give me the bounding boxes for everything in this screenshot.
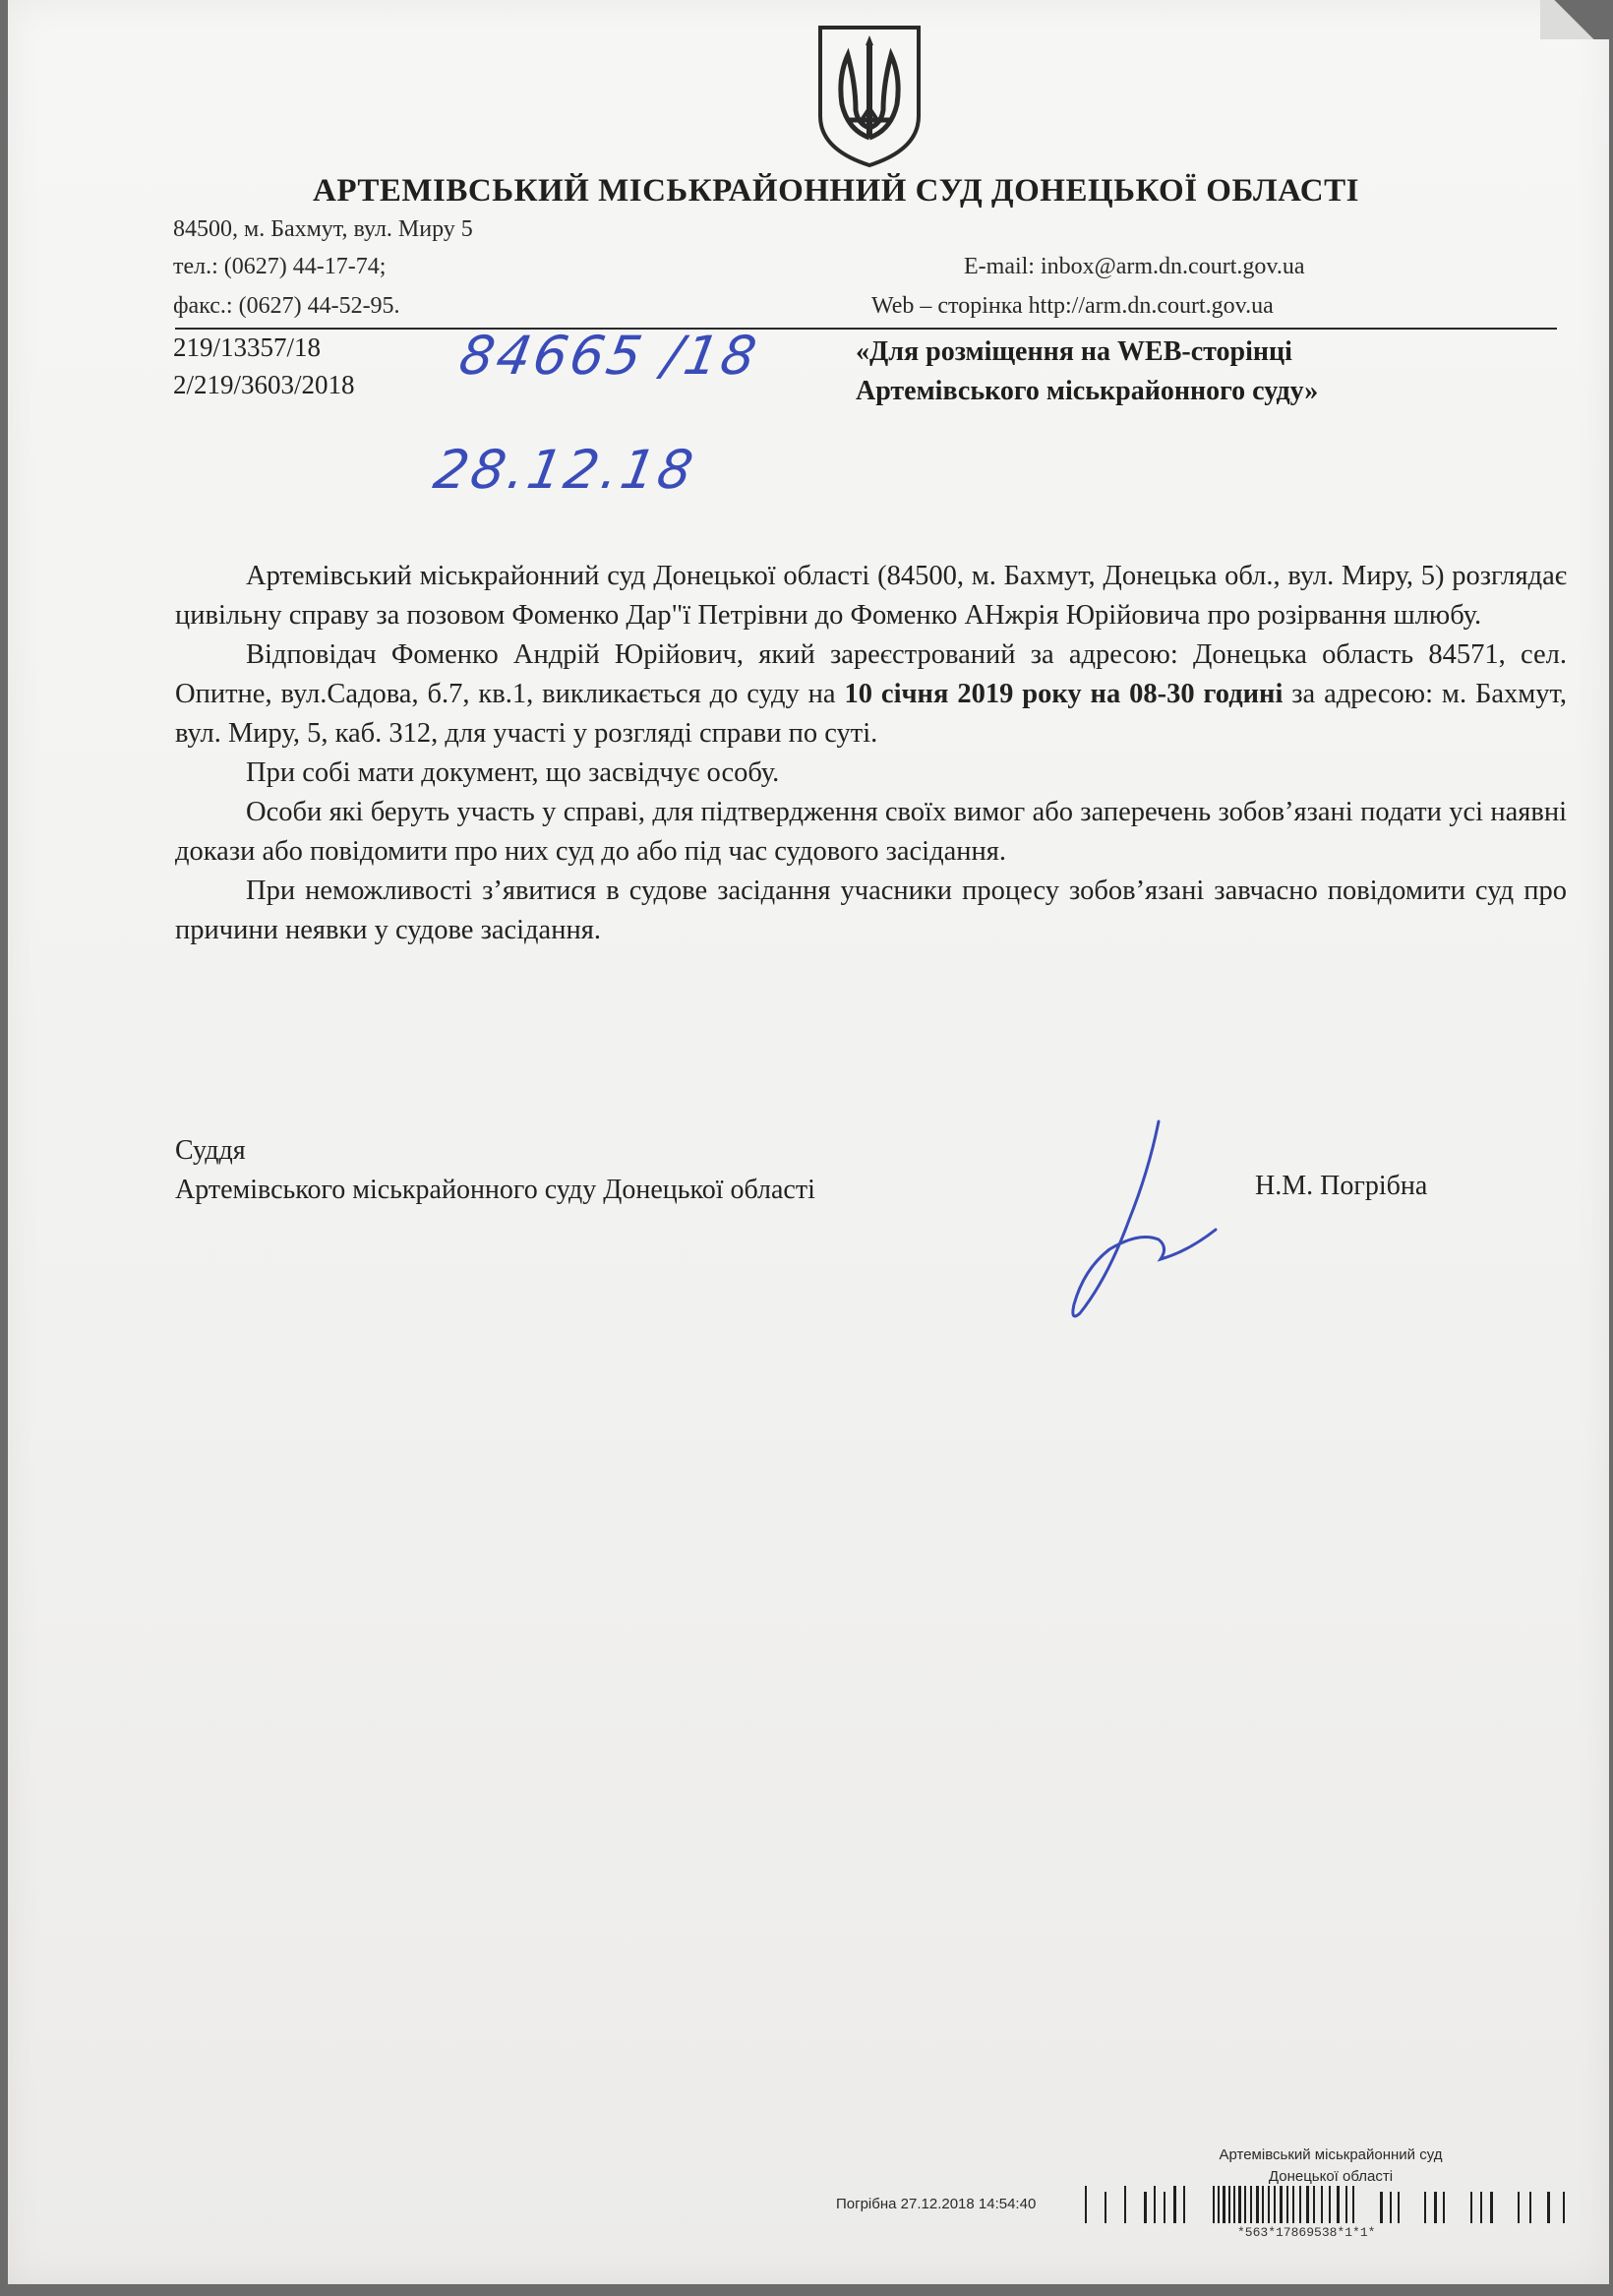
for-web-notice [856, 332, 1318, 411]
judge-court: Артемівського міськрайонного суду Донецької області [175, 1175, 815, 1205]
for-web-line-1: «Для розміщення на WEB-сторінці [856, 336, 1292, 367]
paragraph-case-description: Артемівський міськрайонний суд Донецької області (84500, м. Бахмут, Донецька обл., вул. Миру, 5) розглядає цивільну справу за позовом Фоменко Дар"ї Петрівни до Фоменко АНжрія Юрійовича про розірвання шлюбу. [175, 561, 1567, 631]
court-website: Web – сторінка http://arm.dn.court.gov.ua [871, 293, 1274, 319]
judge-role: Суддя [175, 1135, 246, 1166]
paragraph-absence-notice: При неможливості з’явитися в судове засідання учасники процесу зобов’язані завчасно повідомити суд про причини неявки у судове засідання. [175, 876, 1567, 945]
hearing-datetime: 10 січня 2019 року на 08-30 годині [844, 679, 1284, 709]
barcode-icon [1085, 2186, 1567, 2223]
letterhead-divider [175, 328, 1557, 330]
summons-text-start: Відповідач Фоменко Андрій Юрійович, який зареєстрований за адресою: Донецька область 84571, сел. Опитне, вул.Садова, б.7, кв.1, викликається до суду на [175, 639, 1567, 709]
stamp-court-line-1: Артемівський міськрайонний суд [1219, 2146, 1443, 2163]
court-email: E-mail: inbox@arm.dn.court.gov.ua [964, 254, 1305, 279]
coat-of-arms-icon [812, 22, 926, 169]
signature-block [175, 1131, 815, 1210]
summons-text-end: за адресою: м. Бахмут, вул. Миру, 5, каб. 312, для участі у розгляді справи по суті. [175, 679, 1567, 749]
barcode-number: *563*17869538*1*1* [1237, 2225, 1376, 2240]
registry-stamp-court [1188, 2145, 1473, 2188]
stamp-court-line-2: Донецької області [1268, 2168, 1394, 2185]
document-page [8, 0, 1609, 2284]
handwritten-signature [1050, 1112, 1247, 1328]
registry-stamp-timestamp: Погрібна 27.12.2018 14:54:40 [836, 2196, 1037, 2212]
paragraph-evidence: Особи які беруть участь у справі, для підтвердження своїх вимог або заперечень зобов’язані подати усі наявні докази або повідомити про них суд до або під час судового засідання. [175, 797, 1567, 867]
judge-name: Н.М. Погрібна [1255, 1171, 1428, 1201]
court-fax: факс.: (0627) 44-52-95. [173, 293, 400, 319]
paragraph-summons [175, 635, 1567, 754]
paragraph-id-document: При собі мати документ, що засвідчує особу. [246, 757, 780, 788]
for-web-line-2: Артемівського міськрайонного суду» [856, 376, 1319, 406]
court-address: 84500, м. Бахмут, вул. Миру 5 [173, 216, 473, 242]
proceeding-number: 2/219/3603/2018 [173, 370, 355, 399]
court-phone: тел.: (0627) 44-17-74; [173, 254, 387, 279]
court-title: АРТЕМІВСЬКИЙ МІСЬКРАЙОННИЙ СУД ДОНЕЦЬКОЇ ОБЛАСТІ [313, 173, 1359, 209]
case-number: 219/13357/18 [173, 332, 322, 362]
page-corner-curl [1540, 0, 1609, 39]
handwritten-date: 28.12.18 [429, 439, 701, 501]
summons-body [175, 557, 1567, 950]
handwritten-registration-number: 84665 /18 [454, 325, 764, 387]
